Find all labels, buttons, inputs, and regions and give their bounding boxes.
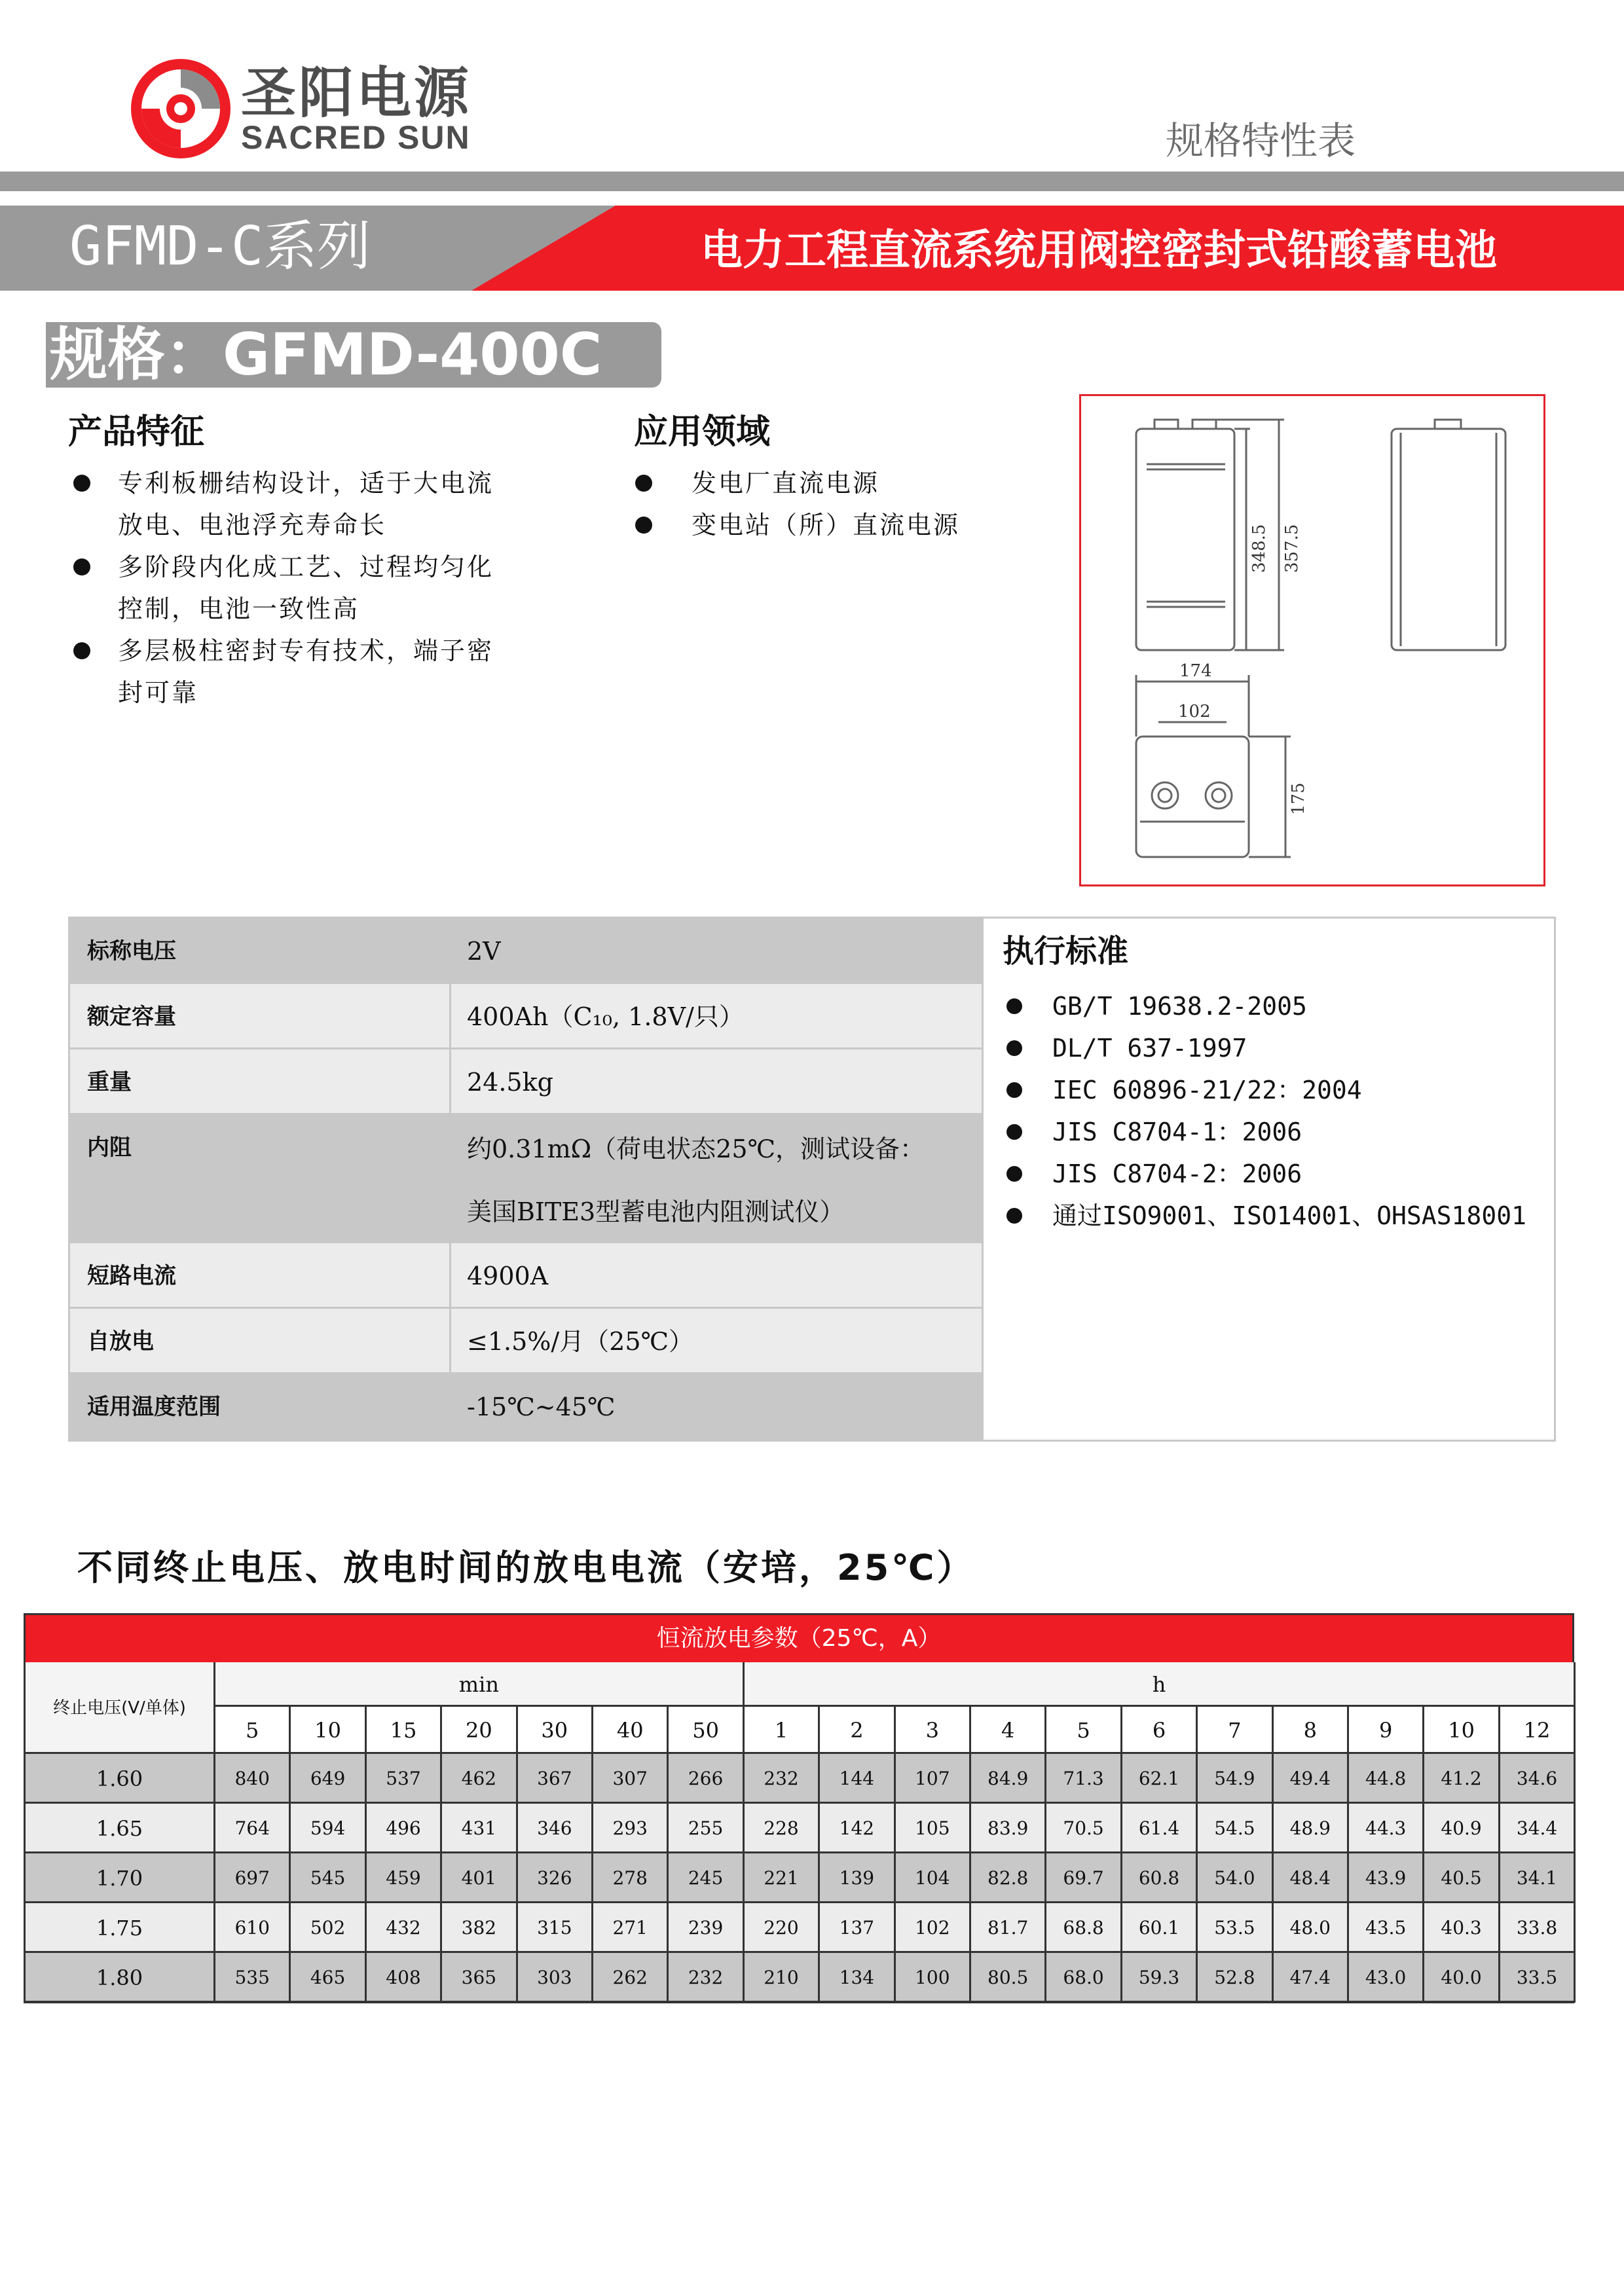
time-column-header: 10 [291,1707,366,1754]
discharge-value-cell: 307 [593,1754,669,1804]
discharge-table [24,1613,1574,2003]
discharge-value-cell: 60.8 [1122,1853,1198,1903]
discharge-value-cell: 80.5 [971,1953,1046,2003]
discharge-value-cell: 496 [367,1804,442,1853]
dim-height-inner: 348.5 [1249,524,1269,573]
discharge-value-cell: 144 [820,1754,895,1804]
discharge-value-cell: 326 [518,1853,593,1903]
time-column-header: 12 [1500,1707,1576,1754]
time-column-header: 10 [1424,1707,1500,1754]
time-column-header: 6 [1122,1707,1198,1754]
discharge-value-cell: 137 [820,1903,895,1953]
discharge-value-cell: 271 [593,1903,669,1953]
spec-key: 内阻 [70,1115,451,1241]
bullet-icon [635,475,652,492]
discharge-value-cell: 71.3 [1046,1754,1122,1804]
bullet-icon [73,642,90,659]
discharge-value-cell: 47.4 [1274,1953,1349,2003]
spec-value: 4900A [467,1262,549,1290]
standard-item: DL/T 637-1997 [1052,1034,1247,1063]
time-column-header: 5 [1046,1707,1122,1754]
discharge-value-cell: 408 [367,1953,442,2003]
discharge-value-cell: 52.8 [1198,1953,1273,2003]
discharge-value-cell: 245 [669,1853,744,1903]
discharge-value-cell: 537 [367,1754,442,1804]
spec-value: 2V [467,937,501,966]
discharge-value-cell: 43.5 [1349,1903,1424,1953]
spec-row [70,1374,982,1440]
standard-item: JIS C8704-2：2006 [1052,1159,1302,1188]
features-title: 产品特征 [68,412,205,452]
spec-value: -15℃~45℃ [467,1393,616,1421]
spec-key: 重量 [70,1049,451,1113]
discharge-value-cell: 70.5 [1046,1804,1122,1853]
discharge-value-cell: 69.7 [1046,1853,1122,1903]
spec-table [68,917,1556,1442]
bullet-icon [73,475,90,492]
battery-outline-icon [1081,396,1543,884]
feature-line: 控制，电池一致性高 [118,594,360,623]
discharge-value-cell: 59.3 [1122,1953,1198,2003]
end-voltage-cell: 1.60 [26,1754,215,1804]
spec-value-line: 约0.31mΩ（荷电状态25℃，测试设备： [467,1135,925,1163]
spec-value-line: 美国BITE3型蓄电池内阻测试仪） [467,1197,845,1226]
discharge-value-cell: 220 [745,1903,820,1953]
standards-title: 执行标准 [1003,933,1129,970]
feature-line: 封可靠 [118,678,199,707]
time-column-header: 2 [820,1707,895,1754]
end-voltage-cell: 1.80 [26,1953,215,2003]
feature-line: 专利板栅结构设计，适于大电流 [118,469,494,498]
discharge-value-cell: 34.6 [1500,1754,1576,1804]
discharge-value-cell: 697 [215,1853,291,1903]
discharge-value-cell: 44.8 [1349,1754,1424,1804]
discharge-value-cell: 68.8 [1046,1903,1122,1953]
discharge-value-cell: 40.5 [1424,1853,1500,1903]
end-voltage-cell: 1.70 [26,1853,215,1903]
feature-line: 多层极柱密封专有技术，端子密 [118,636,494,665]
discharge-value-cell: 594 [291,1804,366,1853]
discharge-value-cell: 81.7 [971,1903,1046,1953]
bullet-icon [1006,1040,1022,1056]
bullet-icon [1006,998,1022,1014]
series-title: GFMD-C系列 [69,215,371,278]
discharge-value-cell: 502 [291,1903,366,1953]
brand-name-en: SACRED SUN [241,119,471,156]
discharge-value-cell: 266 [669,1754,744,1804]
dim-height-total: 357.5 [1282,524,1302,573]
time-column-header: 7 [1198,1707,1273,1754]
discharge-value-cell: 221 [745,1853,820,1903]
bullet-icon [635,517,652,534]
bullet-icon [1006,1124,1022,1140]
discharge-value-cell: 545 [291,1853,366,1903]
discharge-value-cell: 278 [593,1853,669,1903]
discharge-value-cell: 82.8 [971,1853,1046,1903]
brand-name-cn: 圣阳电源 [241,61,472,125]
sacred-sun-logo-icon [128,56,233,161]
discharge-value-cell: 53.5 [1198,1903,1273,1953]
discharge-value-cell: 61.4 [1122,1804,1198,1853]
discharge-value-cell: 210 [745,1953,820,2003]
discharge-value-cell: 48.0 [1274,1903,1349,1953]
time-column-header: 50 [669,1707,744,1754]
discharge-value-cell: 367 [518,1754,593,1804]
discharge-value-cell: 255 [669,1804,744,1853]
discharge-value-cell: 54.9 [1198,1754,1273,1804]
discharge-value-cell: 293 [593,1804,669,1853]
spec-row [70,1243,982,1309]
time-column-header: 1 [745,1707,820,1754]
discharge-value-cell: 40.9 [1424,1804,1500,1853]
spec-row [70,1049,982,1115]
spec-key: 短路电流 [70,1243,451,1307]
discharge-value-cell: 840 [215,1754,291,1804]
dimension-drawing [1079,394,1545,886]
discharge-value-cell: 60.1 [1122,1903,1198,1953]
dim-terminal-spacing: 102 [1178,702,1211,721]
discharge-value-cell: 462 [442,1754,517,1804]
application-item: 变电站（所）直流电源 [692,511,961,539]
discharge-value-cell: 139 [820,1853,895,1903]
standard-item: IEC 60896-21/22：2004 [1052,1076,1362,1104]
discharge-value-cell: 346 [518,1804,593,1853]
time-column-header: 9 [1349,1707,1424,1754]
discharge-value-cell: 62.1 [1122,1754,1198,1804]
spec-value [451,1115,982,1241]
end-voltage-cell: 1.75 [26,1903,215,1953]
document-type: 规格特性表 [1166,118,1356,163]
dim-width: 174 [1179,661,1212,681]
model-label: 规格：GFMD-400C [50,321,602,388]
discharge-value-cell: 48.4 [1274,1853,1349,1903]
standard-item: JIS C8704-1：2006 [1052,1118,1302,1146]
discharge-value-cell: 68.0 [1046,1953,1122,2003]
discharge-value-cell: 303 [518,1953,593,2003]
discharge-value-cell: 34.1 [1500,1853,1576,1903]
discharge-value-cell: 34.4 [1500,1804,1576,1853]
discharge-value-cell: 432 [367,1903,442,1953]
discharge-title: 不同终止电压、放电时间的放电电流（安培，25℃） [77,1547,975,1588]
discharge-value-cell: 610 [215,1903,291,1953]
spec-value: ≤1.5%/月（25℃） [467,1327,694,1356]
application-item: 发电厂直流电源 [692,469,880,498]
spec-key: 适用温度范围 [70,1374,451,1440]
bullet-icon [1006,1082,1022,1098]
discharge-value-cell: 382 [442,1903,517,1953]
standard-item: GB/T 19638.2-2005 [1052,992,1307,1021]
spec-key: 额定容量 [70,984,451,1048]
applications-title: 应用领域 [634,412,771,452]
discharge-value-cell: 33.5 [1500,1953,1576,2003]
bullet-icon [1006,1208,1022,1224]
discharge-value-cell: 33.8 [1500,1903,1576,1953]
standard-item: 通过ISO9001、ISO14001、OHSAS18001 [1052,1201,1526,1230]
end-voltage-cell: 1.65 [26,1804,215,1853]
time-column-header: 4 [971,1707,1046,1754]
discharge-value-cell: 41.2 [1424,1754,1500,1804]
spec-key: 自放电 [70,1309,451,1372]
discharge-value-cell: 535 [215,1953,291,2003]
header-divider [0,172,1624,191]
bullet-icon [73,558,90,575]
feature-line: 多阶段内化成工艺、过程均匀化 [118,553,494,581]
time-column-header: 30 [518,1707,593,1754]
spec-key: 标称电压 [70,919,451,982]
discharge-value-cell: 49.4 [1274,1754,1349,1804]
discharge-value-cell: 107 [896,1754,971,1804]
discharge-value-cell: 315 [518,1903,593,1953]
dim-depth: 175 [1289,782,1308,815]
discharge-value-cell: 232 [669,1953,744,2003]
discharge-value-cell: 43.0 [1349,1953,1424,2003]
spec-value: 24.5kg [467,1068,553,1097]
voltage-column-header: 终止电压(V/单体) [26,1662,215,1754]
group-header-min: min [215,1662,745,1707]
discharge-value-cell: 40.3 [1424,1903,1500,1953]
discharge-value-cell: 365 [442,1953,517,2003]
discharge-value-cell: 649 [291,1754,366,1804]
discharge-value-cell: 431 [442,1804,517,1853]
spec-row [70,919,982,984]
discharge-value-cell: 44.3 [1349,1804,1424,1853]
discharge-value-cell: 465 [291,1953,366,2003]
discharge-value-cell: 84.9 [971,1754,1046,1804]
discharge-value-cell: 764 [215,1804,291,1853]
discharge-table-header: 恒流放电参数（25℃，A） [26,1615,1572,1662]
discharge-value-cell: 262 [593,1953,669,2003]
discharge-value-cell: 401 [442,1853,517,1903]
discharge-value-cell: 40.0 [1424,1953,1500,2003]
discharge-value-cell: 142 [820,1804,895,1853]
discharge-value-cell: 134 [820,1953,895,2003]
discharge-value-cell: 459 [367,1853,442,1903]
discharge-value-cell: 43.9 [1349,1853,1424,1903]
discharge-value-cell: 54.0 [1198,1853,1273,1903]
discharge-value-cell: 102 [896,1903,971,1953]
spec-row [70,1309,982,1374]
time-column-header: 40 [593,1707,669,1754]
discharge-value-cell: 83.9 [971,1804,1046,1853]
spec-row [70,1115,982,1243]
time-column-header: 15 [367,1707,442,1754]
feature-line: 放电、电池浮充寿命长 [118,511,387,539]
discharge-value-cell: 54.5 [1198,1804,1273,1853]
time-column-header: 20 [442,1707,517,1754]
series-description: 电力工程直流系统用阀控密封式铅酸蓄电池 [701,227,1497,275]
discharge-value-cell: 104 [896,1853,971,1903]
bullet-icon [1006,1166,1022,1182]
discharge-value-cell: 232 [745,1754,820,1804]
spec-value: 400Ah（C₁₀, 1.8V/只） [467,1002,744,1031]
discharge-value-cell: 105 [896,1804,971,1853]
time-column-header: 8 [1274,1707,1349,1754]
time-column-header: 3 [896,1707,971,1754]
discharge-value-cell: 100 [896,1953,971,2003]
discharge-value-cell: 228 [745,1804,820,1853]
spec-row [70,984,982,1049]
discharge-value-cell: 239 [669,1903,744,1953]
time-column-header: 5 [215,1707,291,1754]
discharge-value-cell: 48.9 [1274,1804,1349,1853]
group-header-h: h [745,1662,1576,1707]
